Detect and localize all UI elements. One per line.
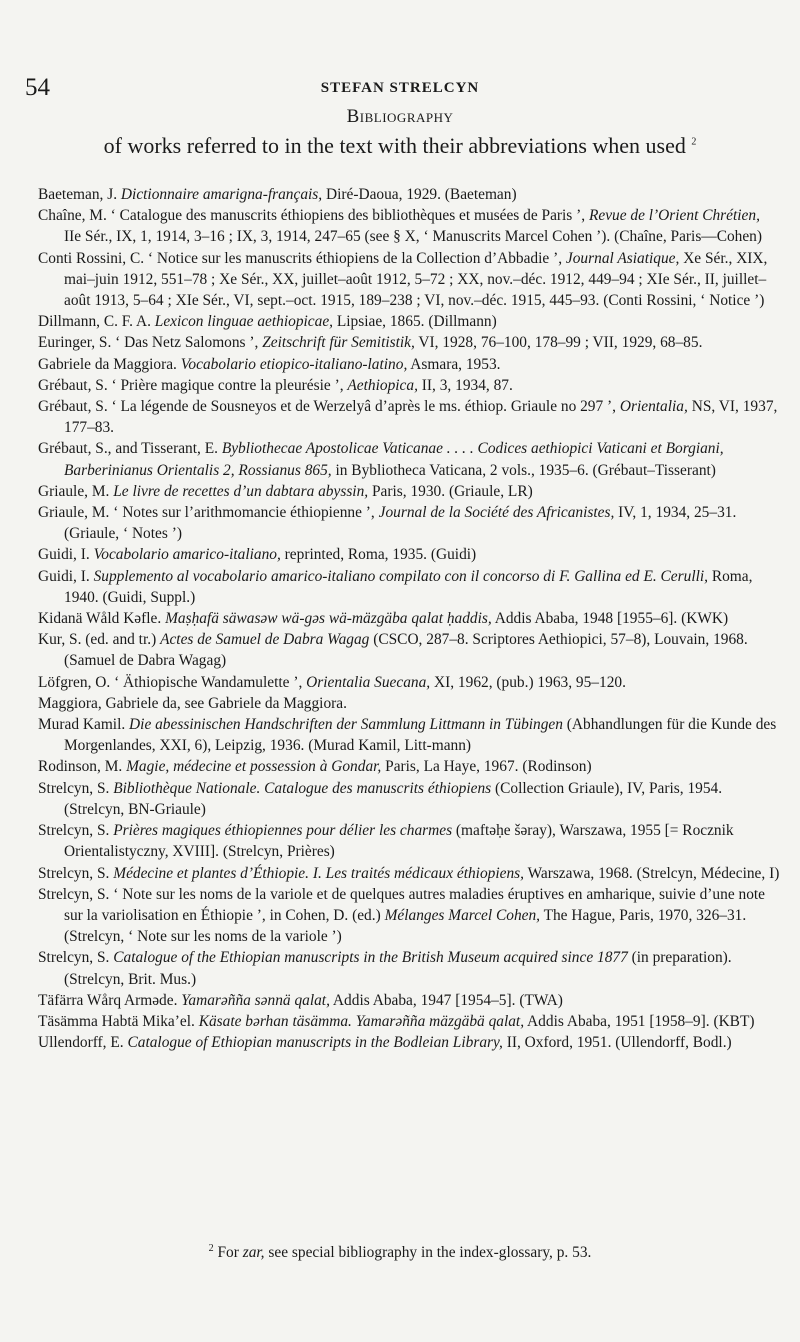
entry-details: NS, VI, 1937, 177–83. bbox=[64, 398, 778, 437]
entry-author: Kur, S. (ed. and tr.) bbox=[38, 631, 161, 649]
entry-author: Täsämma Habtä Mika’el. bbox=[38, 1012, 199, 1030]
entry-title: Dictionnaire amarigna-français, bbox=[120, 186, 323, 203]
bibliography-entry bbox=[38, 438, 780, 480]
entry-title: Mélanges Marcel Cohen, bbox=[384, 906, 541, 924]
entry-details: II, Oxford, 1951. (Ullendorff, Bodl.) bbox=[502, 1034, 732, 1052]
entry-title: Bybliothecae Apostolicae Vaticanae . . . . Codices aethiopici Vaticani et Borgiani, Barberinianus Orientalis 2, Rossianus 865, bbox=[64, 440, 724, 479]
entry-author: Chaîne, M. ‘ Catalogue des manuscrits éthiopiens des bibliothèques et musées de Paris ’, bbox=[38, 207, 589, 225]
bibliography-entry bbox=[38, 756, 780, 777]
entry-details: IIe Sér., IX, 1, 1914, 3–16 ; IX, 3, 1914, 247–65 (see § X, ‘ Manuscrits Marcel Cohen ’). (Chaîne, Paris—Cohen) bbox=[64, 228, 763, 246]
entry-details: Paris, 1930. (Griaule, LR) bbox=[368, 482, 533, 500]
entry-details: Addis Ababa, 1948 [1955–6]. (KWK) bbox=[491, 610, 729, 628]
entry-author: Kidanä Wåld Kəfle. bbox=[38, 610, 166, 628]
entry-author: Murad Kamil. bbox=[38, 716, 130, 734]
entry-author: Rodinson, M. bbox=[38, 758, 127, 776]
entry-author: Grébaut, S. ‘ Prière magique contre la pleurésie ’, bbox=[38, 376, 348, 394]
entry-title: Die abessinischen Handschriften der Sammlung Littmann in Tübingen bbox=[129, 716, 563, 734]
bibliography-entry bbox=[38, 608, 780, 629]
entry-details: Addis Ababa, 1947 [1954–5]. (TWA) bbox=[329, 991, 563, 1009]
entry-title: Supplemento al vocabolario amarico-italiano compilato con il concorso di F. Gallina ed E. Cerulli, bbox=[93, 567, 708, 585]
entry-author: Maggiora, Gabriele da, see Gabriele da Maggiora. bbox=[38, 694, 347, 712]
bibliography-list bbox=[38, 184, 780, 1053]
running-head: STEFAN STRELCYN bbox=[320, 80, 480, 96]
entry-title: Prières magiques éthiopiennes pour délier les charmes bbox=[113, 822, 453, 840]
entry-author: Conti Rossini, C. ‘ Notice sur les manuscrits éthiopiens de la Collection d’Abbadie ’, bbox=[38, 249, 566, 267]
entry-details: (in preparation). (Strelcyn, Brit. Mus.) bbox=[64, 949, 732, 988]
entry-author: Grébaut, S., and Tisserant, E. bbox=[38, 440, 222, 458]
bibliography-entry bbox=[38, 778, 780, 820]
entry-title: Journal Asiatique, bbox=[565, 249, 680, 267]
entry-title: Aethiopica, bbox=[347, 376, 418, 394]
bibliography-entry bbox=[38, 396, 780, 438]
entry-title: Actes de Samuel de Dabra Wagag bbox=[160, 631, 370, 649]
bibliography-entry bbox=[38, 820, 780, 862]
bibliography-entry bbox=[38, 481, 780, 502]
entry-title: Bibliothèque Nationale. Catalogue des manuscrits éthiopiens bbox=[113, 779, 492, 797]
bibliography-entry bbox=[38, 502, 780, 544]
entry-title: Vocabolario etiopico-italiano-latino, bbox=[180, 355, 408, 373]
entry-details: XI, 1962, (pub.) 1963, 95–120. bbox=[430, 673, 626, 691]
entry-title: Orientalia, bbox=[619, 398, 688, 416]
entry-author: Guidi, I. bbox=[38, 546, 94, 564]
entry-details: Lipsiae, 1865. (Dillmann) bbox=[333, 313, 497, 331]
subtitle-text: of works referred to in the text with their abbreviations when used bbox=[103, 133, 686, 158]
entry-author: Euringer, S. ‘ Das Netz Salomons ’, bbox=[38, 334, 263, 352]
bibliography-entry bbox=[38, 1032, 780, 1053]
entry-title: Revue de l’Orient Chrétien, bbox=[588, 207, 760, 225]
entry-author: Griaule, M. ‘ Notes sur l’arithmomancie éthiopienne ’, bbox=[38, 504, 379, 522]
bibliography-entry bbox=[38, 990, 780, 1011]
section-subtitle bbox=[0, 133, 800, 159]
entry-details: in Bybliotheca Vaticana, 2 vols., 1935–6. (Grébaut–Tisserant) bbox=[331, 461, 716, 479]
bibliography-entry bbox=[38, 693, 780, 714]
entry-author: Grébaut, S. ‘ La légende de Sousneyos et de Werzelyâ d’après le ms. éthiop. Griaule no 297 ’, bbox=[38, 398, 620, 416]
bibliography-entry bbox=[38, 311, 780, 332]
entry-title: Vocabolario amarico-italiano, bbox=[93, 546, 281, 564]
entry-details: II, 3, 1934, 87. bbox=[417, 376, 513, 394]
entry-title: Lexicon linguae aethiopicae, bbox=[154, 313, 334, 331]
entry-details: IV, 1, 1934, 25–31. (Griaule, ‘ Notes ’) bbox=[64, 504, 737, 543]
entry-title: Journal de la Société des Africanistes, bbox=[378, 504, 615, 522]
footnote-marker: 2 bbox=[691, 136, 697, 148]
bibliography-entry bbox=[38, 332, 780, 353]
section-title: Bibliography bbox=[346, 106, 454, 127]
entry-details: Xe Sér., XIX, mai–juin 1912, 551–78 ; Xe Sér., XX, juillet–août 1912, 5–72 ; XX, nov.–déc. 1912, 449–94 ; XIe Sér., II, juillet–août 1913, 5–64 ; XIe Sér., VI, sept.–oct. 1915, 189–238 ; VI, nov.–déc. 1915, 445–93. (Conti Rossini, ‘ Notice ’) bbox=[64, 249, 768, 310]
entry-details: (maftəḥe šəray), Warszawa, 1955 [= Rocznik Orientalistyczny, XVIII]. (Strelcyn, Prières) bbox=[64, 822, 734, 861]
entry-author: Gabriele da Maggiora. bbox=[38, 355, 181, 373]
bibliography-entry bbox=[38, 375, 780, 396]
entry-details: Roma, 1940. (Guidi, Suppl.) bbox=[64, 567, 753, 606]
bibliography-entry bbox=[38, 1011, 780, 1032]
entry-author: Strelcyn, S. bbox=[38, 949, 114, 967]
entry-details: (Abhandlungen für die Kunde des Morgenlandes, XXI, 6), Leipzig, 1936. (Murad Kamil, Litt-mann) bbox=[64, 716, 777, 755]
bibliography-entry bbox=[38, 184, 780, 205]
entry-title: Catalogue of Ethiopian manuscripts in the Bodleian Library, bbox=[127, 1034, 503, 1052]
footnote-pre: For bbox=[213, 1244, 243, 1261]
bibliography-entry bbox=[38, 672, 780, 693]
bibliography-entry bbox=[38, 248, 780, 312]
footnote-term: zar, bbox=[242, 1244, 265, 1261]
bibliography-entry bbox=[38, 354, 780, 375]
entry-title: Käsate bərhan täsämma. Yamarəñña mäzgäbä qalat, bbox=[198, 1012, 525, 1030]
entry-title: Zeitschrift für Semitistik, bbox=[262, 334, 415, 352]
entry-author: Löfgren, O. ‘ Äthiopische Wandamulette ’, bbox=[38, 673, 307, 691]
bibliography-entry bbox=[38, 629, 780, 671]
page-number: 54 bbox=[25, 74, 50, 101]
entry-author: Strelcyn, S. bbox=[38, 864, 114, 882]
entry-title: Le livre de recettes d’un dabtara abyssin, bbox=[113, 482, 369, 500]
entry-details: Diré-Daoua, 1929. (Baeteman) bbox=[322, 186, 517, 203]
entry-details: (CSCO, 287–8. Scriptores Aethiopici, 57–8), Louvain, 1968. (Samuel de Dabra Wagag) bbox=[64, 631, 748, 670]
entry-details: Warszawa, 1968. (Strelcyn, Médecine, I) bbox=[524, 864, 780, 882]
entry-title: Médecine et plantes d’Éthiopie. I. Les traités médicaux éthiopiens, bbox=[113, 864, 524, 882]
entry-author: Strelcyn, S. bbox=[38, 779, 114, 797]
entry-title: Orientalia Suecana, bbox=[306, 673, 431, 691]
entry-details: Asmara, 1953. bbox=[407, 355, 501, 373]
entry-title: Maṣḥafä säwasəw wä-gəs wä-mäzgäba qalat ḥaddis, bbox=[165, 610, 492, 628]
entry-title: Catalogue of the Ethiopian manuscripts in the British Museum acquired since 1877 bbox=[113, 949, 628, 967]
entry-details: (Collection Griaule), IV, Paris, 1954. (Strelcyn, BN-Griaule) bbox=[64, 779, 723, 818]
entry-author: Dillmann, C. F. A. bbox=[38, 313, 155, 331]
entry-author: Strelcyn, S. bbox=[38, 822, 114, 840]
entry-details: Paris, La Haye, 1967. (Rodinson) bbox=[381, 758, 592, 776]
footnote-post: see special bibliography in the index-glossary, p. 53. bbox=[264, 1244, 592, 1261]
page-header bbox=[25, 74, 775, 101]
entry-author: Griaule, M. bbox=[38, 482, 114, 500]
bibliography-entry bbox=[38, 566, 780, 608]
footnote bbox=[0, 1244, 800, 1262]
entry-details: reprinted, Roma, 1935. (Guidi) bbox=[280, 546, 477, 564]
entry-title: Magie, médecine et possession à Gondar, bbox=[126, 758, 382, 776]
entry-title: Yamarəñña sənnä qalat, bbox=[181, 991, 330, 1009]
entry-details: Addis Ababa, 1951 [1958–9]. (KBT) bbox=[524, 1012, 755, 1030]
bibliography-entry bbox=[38, 544, 780, 565]
bibliography-entry bbox=[38, 714, 780, 756]
bibliography-entry bbox=[38, 947, 780, 989]
bibliography-entry bbox=[38, 205, 780, 247]
bibliography-entry bbox=[38, 884, 780, 948]
footnote-number: 2 bbox=[208, 1242, 214, 1254]
entry-author: Baeteman, J. bbox=[38, 186, 121, 203]
bibliography-entry bbox=[38, 863, 780, 884]
entry-author: Ullendorff, E. bbox=[38, 1034, 128, 1052]
entry-author: Guidi, I. bbox=[38, 567, 94, 585]
entry-details: The Hague, Paris, 1970, 326–31. (Strelcyn, ‘ Note sur les noms de la variole ’) bbox=[64, 906, 747, 946]
entry-author: Täfärra Wårq Armədе. bbox=[38, 991, 182, 1009]
entry-details: VI, 1928, 76–100, 178–99 ; VII, 1929, 68–85. bbox=[414, 334, 703, 352]
entry-author: Strelcyn, S. ‘ Note sur les noms de la variole et de quelques autres maladies éruptives en amharique, suivie d’une note sur la variolisation en Éthiopie ’, in Cohen, D. (ed.) bbox=[38, 885, 765, 924]
